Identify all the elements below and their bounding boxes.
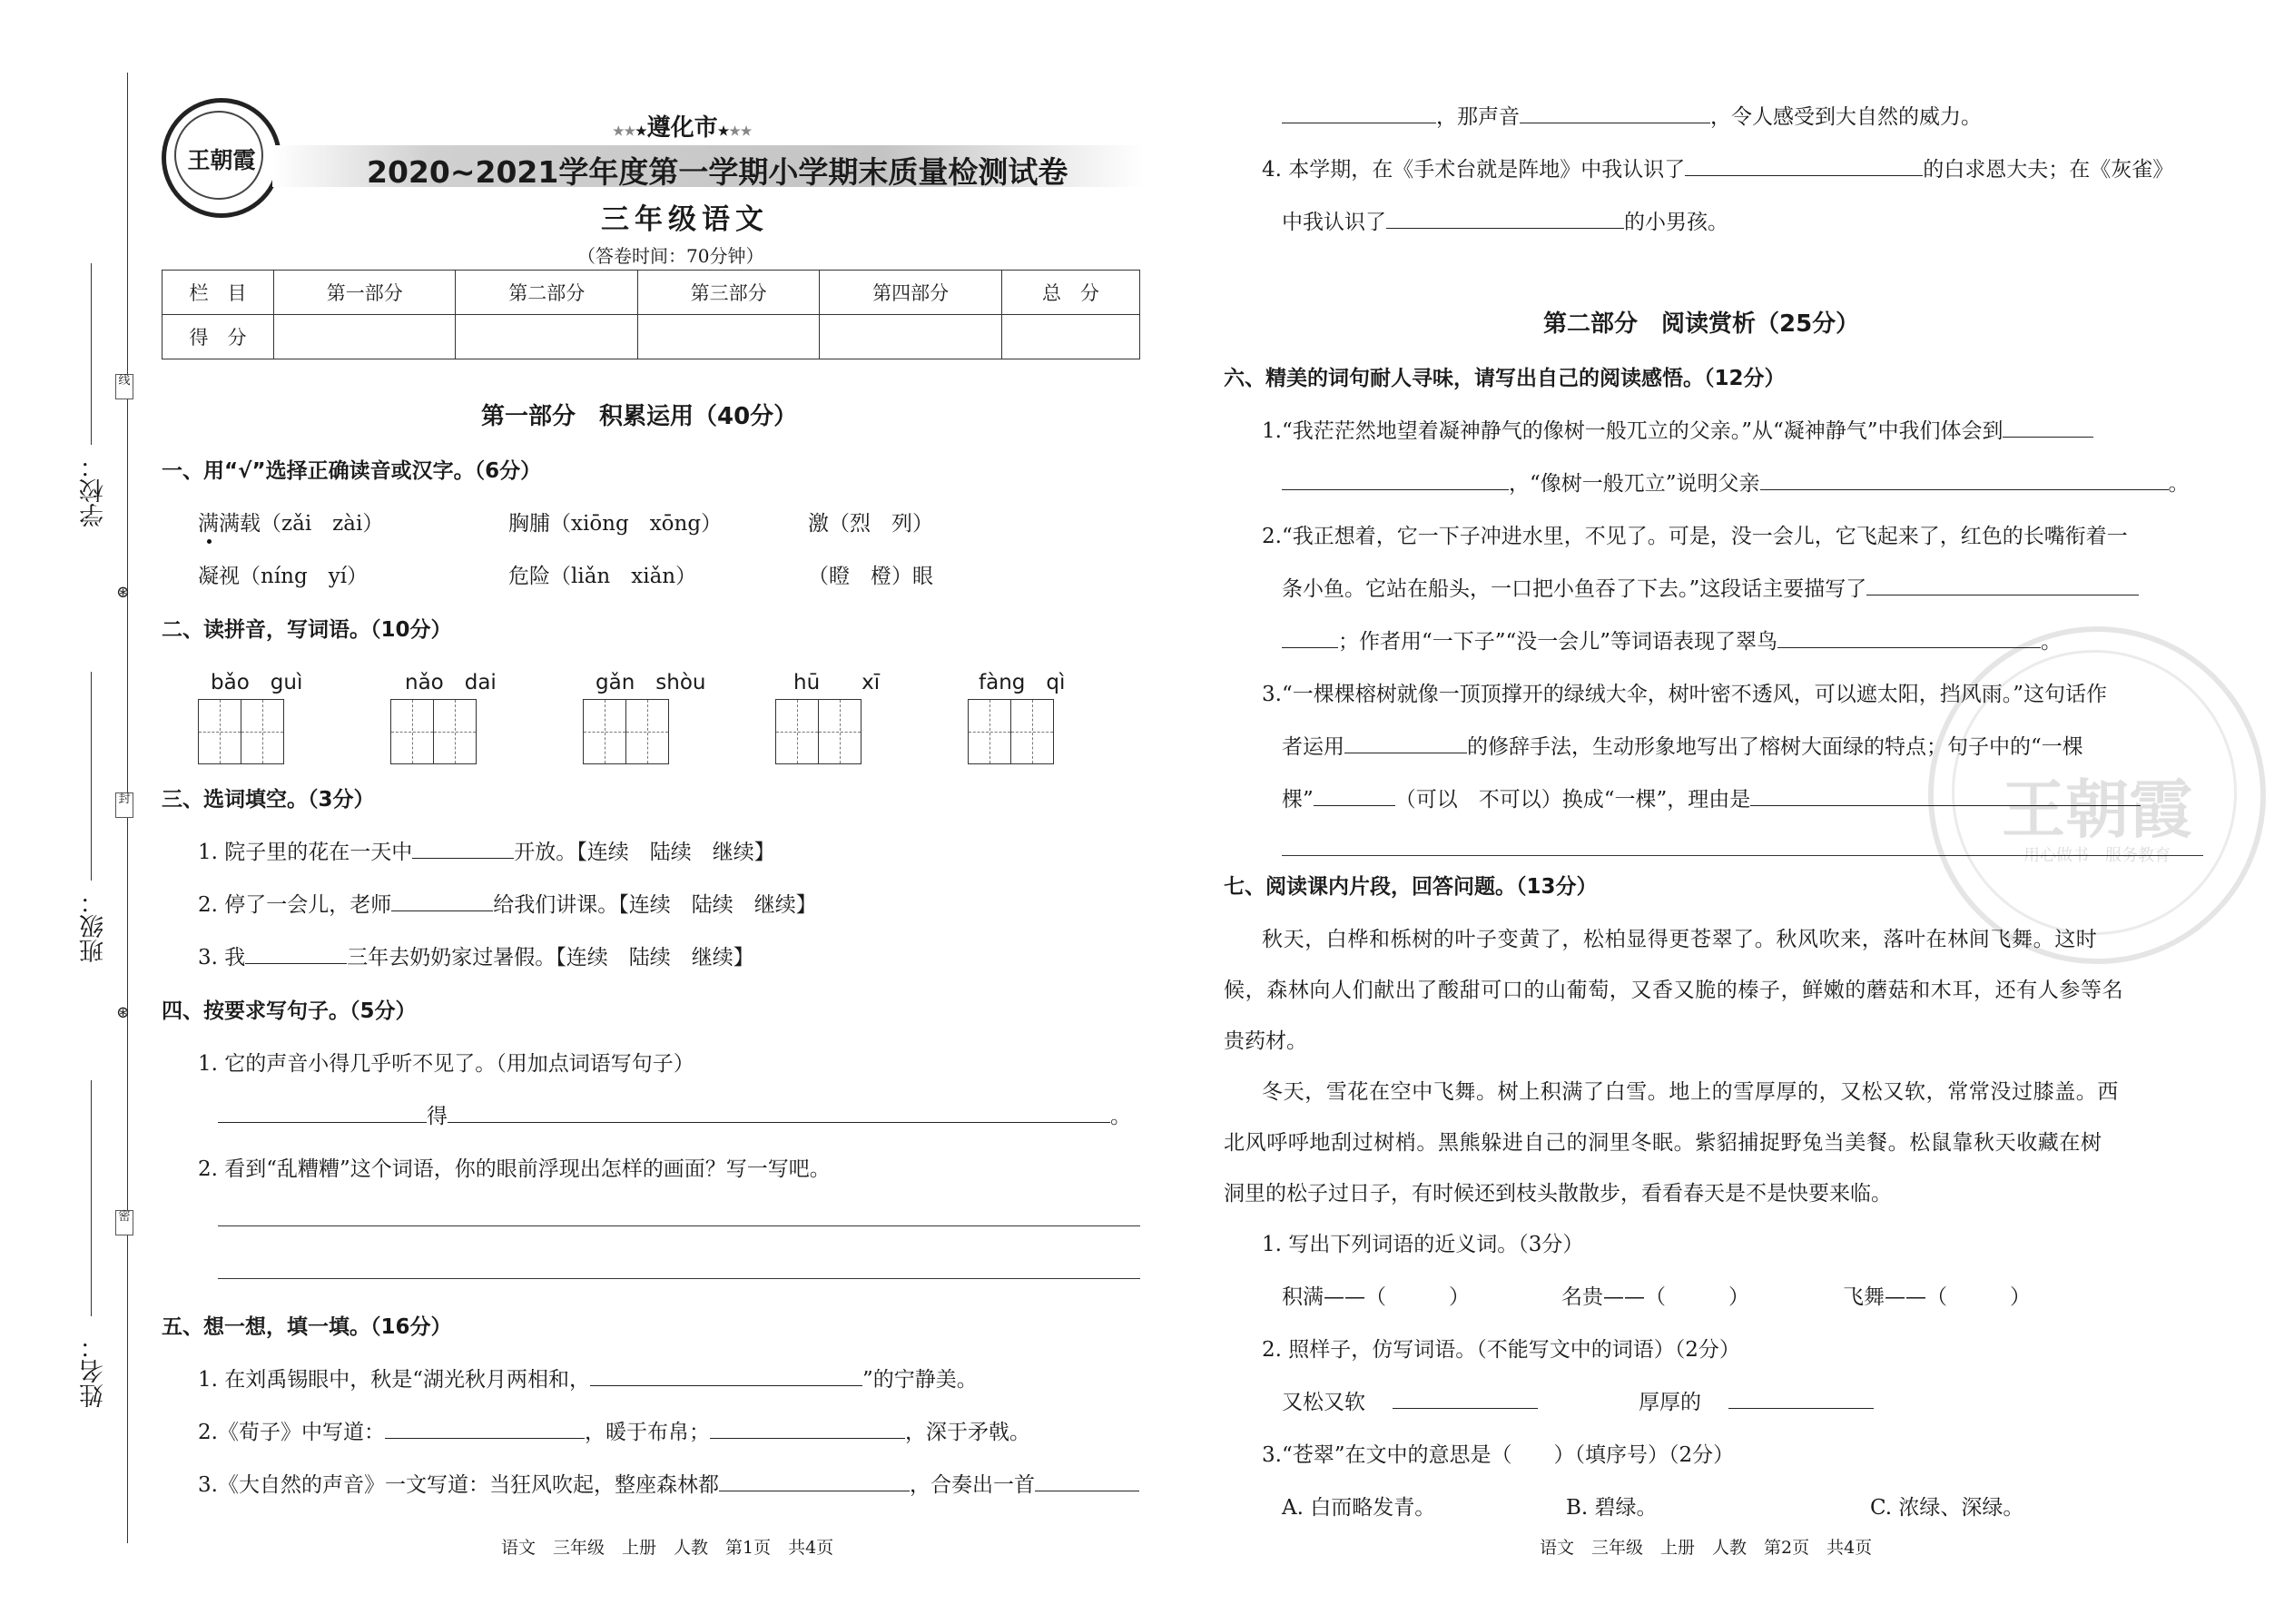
score-header: 栏 目 bbox=[162, 271, 274, 315]
q3-blank[interactable] bbox=[412, 838, 514, 859]
writing-grid[interactable] bbox=[390, 699, 477, 764]
passage-line: 洞里的松子过日子，有时候还到枝头散散步，看看春天是不是快要来临。 bbox=[1224, 1182, 1892, 1206]
q5-sentence: 3.《大自然的声音》一文写道：当狂风吹起，整座森林都 ，合奏出一首 bbox=[198, 1468, 1139, 1498]
q1-item[interactable] bbox=[198, 559, 368, 589]
passage-line: 冬天，雪花在空中飞舞。树上积满了白雪。地上的雪厚厚的，又松又软，常常没过膝盖。西 bbox=[1262, 1080, 2119, 1104]
answer-line[interactable] bbox=[218, 1278, 1140, 1279]
star-icon: ★ bbox=[635, 124, 647, 139]
p2-blank[interactable] bbox=[1282, 103, 1436, 123]
part1-title: 第一部分 积累运用（40分） bbox=[481, 403, 798, 430]
score-cell[interactable] bbox=[637, 315, 819, 359]
q5-sentence: 1. 在刘禹锡眼中，秋是“湖光秋月两相和， ”的宁静美。 bbox=[198, 1363, 978, 1393]
p2-blank[interactable] bbox=[1520, 103, 1710, 123]
score-table bbox=[162, 270, 1140, 359]
q5-blank[interactable] bbox=[590, 1365, 862, 1386]
synonym-item[interactable]: 飞舞——（ ） bbox=[1843, 1285, 2031, 1309]
exam-time: （答卷时间：70分钟） bbox=[577, 245, 764, 267]
q1-item-text: 激（烈 列） bbox=[808, 512, 933, 536]
q6-sentence: 2.“我正想着，它一下子冲进水里，不见了。可是，没一会儿，它飞起来了，红色的长嘴衔着一 bbox=[1262, 525, 2128, 548]
binder-ring-icon: ⊛ bbox=[116, 583, 131, 602]
name-label: 姓名： bbox=[80, 1334, 108, 1408]
q6-blank[interactable] bbox=[1344, 733, 1467, 753]
logo-icon bbox=[162, 98, 281, 218]
synonym-item[interactable]: 积满——（ ） bbox=[1282, 1285, 1470, 1309]
q1-item[interactable] bbox=[508, 507, 722, 536]
score-cell[interactable] bbox=[1001, 315, 1139, 359]
synonym-item[interactable]: 名贵——（ ） bbox=[1561, 1285, 1749, 1309]
option[interactable]: A. 白而略发青。 bbox=[1282, 1496, 1436, 1520]
star-icon: ★★ bbox=[729, 124, 753, 139]
passage-line: 贵药材。 bbox=[1224, 1029, 1307, 1053]
q3-blank[interactable] bbox=[391, 891, 493, 911]
q6-blank[interactable] bbox=[1314, 785, 1395, 806]
watermark-text: 王朝霞 bbox=[2002, 772, 2192, 847]
score-header: 第二部分 bbox=[456, 271, 637, 315]
q1-item[interactable] bbox=[808, 507, 933, 536]
q3-sentence: 2. 停了一会儿，老师 给我们讲课。【连续 陆续 继续】 bbox=[198, 888, 817, 918]
watermark-slogan: 用心做书 服务教育 bbox=[2023, 846, 2171, 865]
part2-title: 第二部分 阅读赏析（25分） bbox=[1543, 310, 1860, 338]
score-cell[interactable] bbox=[820, 315, 1001, 359]
q6-title: 六、精美的词句耐人寻味，请写出自己的阅读感悟。（12分） bbox=[1224, 367, 1786, 390]
option[interactable]: C. 浓绿、深绿。 bbox=[1870, 1496, 2024, 1520]
option[interactable]: B. 碧绿。 bbox=[1566, 1496, 1658, 1520]
q1-item[interactable]: 满满载（zǎi zài） bbox=[198, 507, 383, 536]
q4-title: 四、按要求写句子。（5分） bbox=[162, 999, 417, 1023]
binder-close-mark: 密 bbox=[115, 1210, 133, 1235]
pinyin-label: bǎo guì bbox=[211, 671, 303, 694]
q1-item[interactable] bbox=[808, 559, 933, 589]
q3-blank[interactable] bbox=[245, 943, 347, 964]
passage-line: 北风呼呼地刮过树梢。黑熊躲进自己的洞里冬眠。紫貂捕捉野兔当美餐。松鼠靠秋天收藏在树 bbox=[1224, 1131, 2102, 1155]
q7-blank[interactable] bbox=[1728, 1388, 1874, 1409]
q6-blank[interactable] bbox=[1282, 627, 1338, 648]
q4-sentence: 1. 它的声音小得几乎听不见了。（用加点词语写句子） bbox=[198, 1052, 694, 1076]
score-header: 第一部分 bbox=[274, 271, 456, 315]
score-cell[interactable] bbox=[274, 315, 456, 359]
q6-sentence: 棵” （可以 不可以）换成“一棵”，理由是 bbox=[1282, 782, 2141, 812]
watermark-seal bbox=[1928, 626, 2266, 964]
q1-item-text: 满载（zǎi zài） bbox=[219, 512, 384, 536]
q6-blank[interactable] bbox=[1777, 627, 2041, 648]
class-label: 班级： bbox=[80, 890, 108, 963]
p2-sentence: 中我认识了 的小男孩。 bbox=[1282, 205, 1728, 235]
q6-sentence: ；作者用“一下子”“没一会儿”等词语表现了翠鸟 。 bbox=[1282, 625, 2062, 655]
binder-line-mark: 线 bbox=[115, 374, 133, 399]
q1-item-text: 凝视（níng yí） bbox=[198, 565, 369, 588]
q3-sentence: 3. 我 三年去奶奶家过暑假。【连续 陆续 继续】 bbox=[198, 940, 754, 970]
example-word: 又松又软 bbox=[1282, 1385, 1538, 1415]
writing-grid[interactable] bbox=[775, 699, 861, 764]
city-name: ★★★遵化市★★★ bbox=[613, 114, 753, 142]
q3-sentence: 1. 院子里的花在一天中 开放。【连续 陆续 继续】 bbox=[198, 835, 775, 865]
q6-sentence: 1.“我茫茫然地望着凝神静气的像树一般兀立的父亲。”从“凝神静气”中我们体会到 bbox=[1262, 414, 2093, 444]
q1-item-text: （瞪 橙）眼 bbox=[808, 565, 933, 588]
p2-blank[interactable] bbox=[1685, 155, 1923, 176]
binder-seal-mark: 封 bbox=[115, 792, 133, 818]
score-header: 第四部分 bbox=[820, 271, 1001, 315]
q5-sentence: 2.《荀子》中写道： ，暖于布帛； ，深于矛戟。 bbox=[198, 1415, 1030, 1445]
school-label: 学校： bbox=[80, 454, 108, 527]
p2-blank[interactable] bbox=[1386, 208, 1624, 229]
passage-line: 候，森林向人们献出了酸甜可口的山葡萄，又香又脆的榛子，鲜嫩的蘑菇和木耳，还有人参等名 bbox=[1224, 979, 2124, 1002]
q6-blank[interactable] bbox=[1282, 469, 1509, 490]
score-header: 第三部分 bbox=[637, 271, 819, 315]
name-field[interactable] bbox=[91, 1080, 92, 1316]
q6-sentence: 条小鱼。它站在船头，一口把小鱼吞了下去。”这段话主要描写了 bbox=[1282, 572, 2139, 602]
example-word: 厚厚的 bbox=[1639, 1385, 1874, 1415]
pinyin-label: nǎo dai bbox=[405, 671, 497, 694]
score-row-label: 得 分 bbox=[162, 315, 274, 359]
page-footer: 语文 三年级 上册 人教 第2页 共4页 bbox=[1540, 1538, 1873, 1558]
q6-blank[interactable] bbox=[1760, 469, 2169, 490]
school-field[interactable] bbox=[91, 263, 92, 445]
q3-title: 三、选词填空。（3分） bbox=[162, 788, 375, 812]
pinyin-label: hū xī bbox=[793, 671, 881, 694]
pinyin-label: gǎn shòu bbox=[596, 671, 706, 694]
writing-grid[interactable] bbox=[968, 699, 1054, 764]
star-icon: ★ bbox=[717, 124, 730, 139]
q4-sentence: 2. 看到“乱糟糟”这个词语，你的眼前浮现出怎样的画面？写一写吧。 bbox=[198, 1157, 831, 1181]
q1-item-text: 胸脯（xiōng xōng） bbox=[508, 512, 723, 536]
q4-blank[interactable] bbox=[448, 1102, 1110, 1123]
q6-blank[interactable] bbox=[1866, 575, 2139, 595]
q6-blank[interactable] bbox=[2003, 417, 2093, 438]
score-header: 总 分 bbox=[1001, 271, 1139, 315]
score-cell[interactable] bbox=[456, 315, 637, 359]
writing-grid[interactable] bbox=[198, 699, 284, 764]
writing-grid[interactable] bbox=[583, 699, 669, 764]
q5-blank[interactable] bbox=[719, 1471, 910, 1491]
p2-sentence: 4. 本学期，在《手术台就是阵地》中我认识了 的白求恩大夫；在《灰雀》 bbox=[1262, 153, 2173, 182]
logo-text: 王朝霞 bbox=[187, 147, 256, 173]
q5-blank[interactable] bbox=[1035, 1471, 1139, 1491]
q5-title: 五、想一想，填一填。（16分） bbox=[162, 1315, 452, 1339]
q4-blank[interactable] bbox=[218, 1102, 427, 1123]
q7-subquestion: 1. 写出下列词语的近义词。（3分） bbox=[1262, 1233, 1584, 1256]
exam-title: 2020~2021学年度第一学期小学期末质量检测试卷 bbox=[367, 154, 1068, 190]
page-footer: 语文 三年级 上册 人教 第1页 共4页 bbox=[501, 1538, 834, 1558]
q7-blank[interactable] bbox=[1393, 1388, 1538, 1409]
q1-item-text: 危险（liǎn xiǎn） bbox=[508, 565, 697, 588]
q6-sentence: 3.“一棵棵榕树就像一顶顶撑开的绿绒大伞，树叶密不透风，可以遮太阳，挡风雨。”这句话作 bbox=[1262, 683, 2107, 706]
class-field[interactable] bbox=[91, 672, 92, 881]
q7-title: 七、阅读课内片段，回答问题。（13分） bbox=[1224, 875, 1598, 899]
q5-blank[interactable] bbox=[710, 1418, 905, 1439]
q6-sentence: ，“像树一般兀立”说明父亲 。 bbox=[1282, 467, 2190, 497]
q1-item[interactable] bbox=[508, 559, 696, 589]
q4-answer-line: 得 。 bbox=[218, 1099, 1131, 1129]
star-icon: ★★ bbox=[613, 124, 636, 139]
answer-line[interactable] bbox=[218, 1225, 1140, 1226]
subject-title: 三年级语文 bbox=[601, 203, 769, 236]
passage-line: 秋天，白桦和栎树的叶子变黄了，松柏显得更苍翠了。秋风吹来，落叶在林间飞舞。这时 bbox=[1262, 928, 2098, 951]
binder-ring-icon: ⊛ bbox=[116, 1003, 131, 1022]
q2-title: 二、读拼音，写词语。（10分） bbox=[162, 618, 452, 642]
pinyin-label: fàng qì bbox=[979, 671, 1066, 694]
p2-continuation: ，那声音 ，令人感受到大自然的威力。 bbox=[1282, 100, 1982, 130]
q5-blank[interactable] bbox=[385, 1418, 585, 1439]
q6-sentence: 者运用 的修辞手法，生动形象地写出了榕树大面绿的特点；句子中的“一棵 bbox=[1282, 730, 2083, 760]
q1-title: 一、用“√”选择正确读音或汉字。（6分） bbox=[162, 459, 542, 483]
q7-subquestion: 3.“苍翠”在文中的意思是（ ）（填序号）（2分） bbox=[1262, 1443, 1735, 1467]
q7-subquestion: 2. 照样子，仿写词语。（不能写文中的词语）（2分） bbox=[1262, 1338, 1740, 1362]
